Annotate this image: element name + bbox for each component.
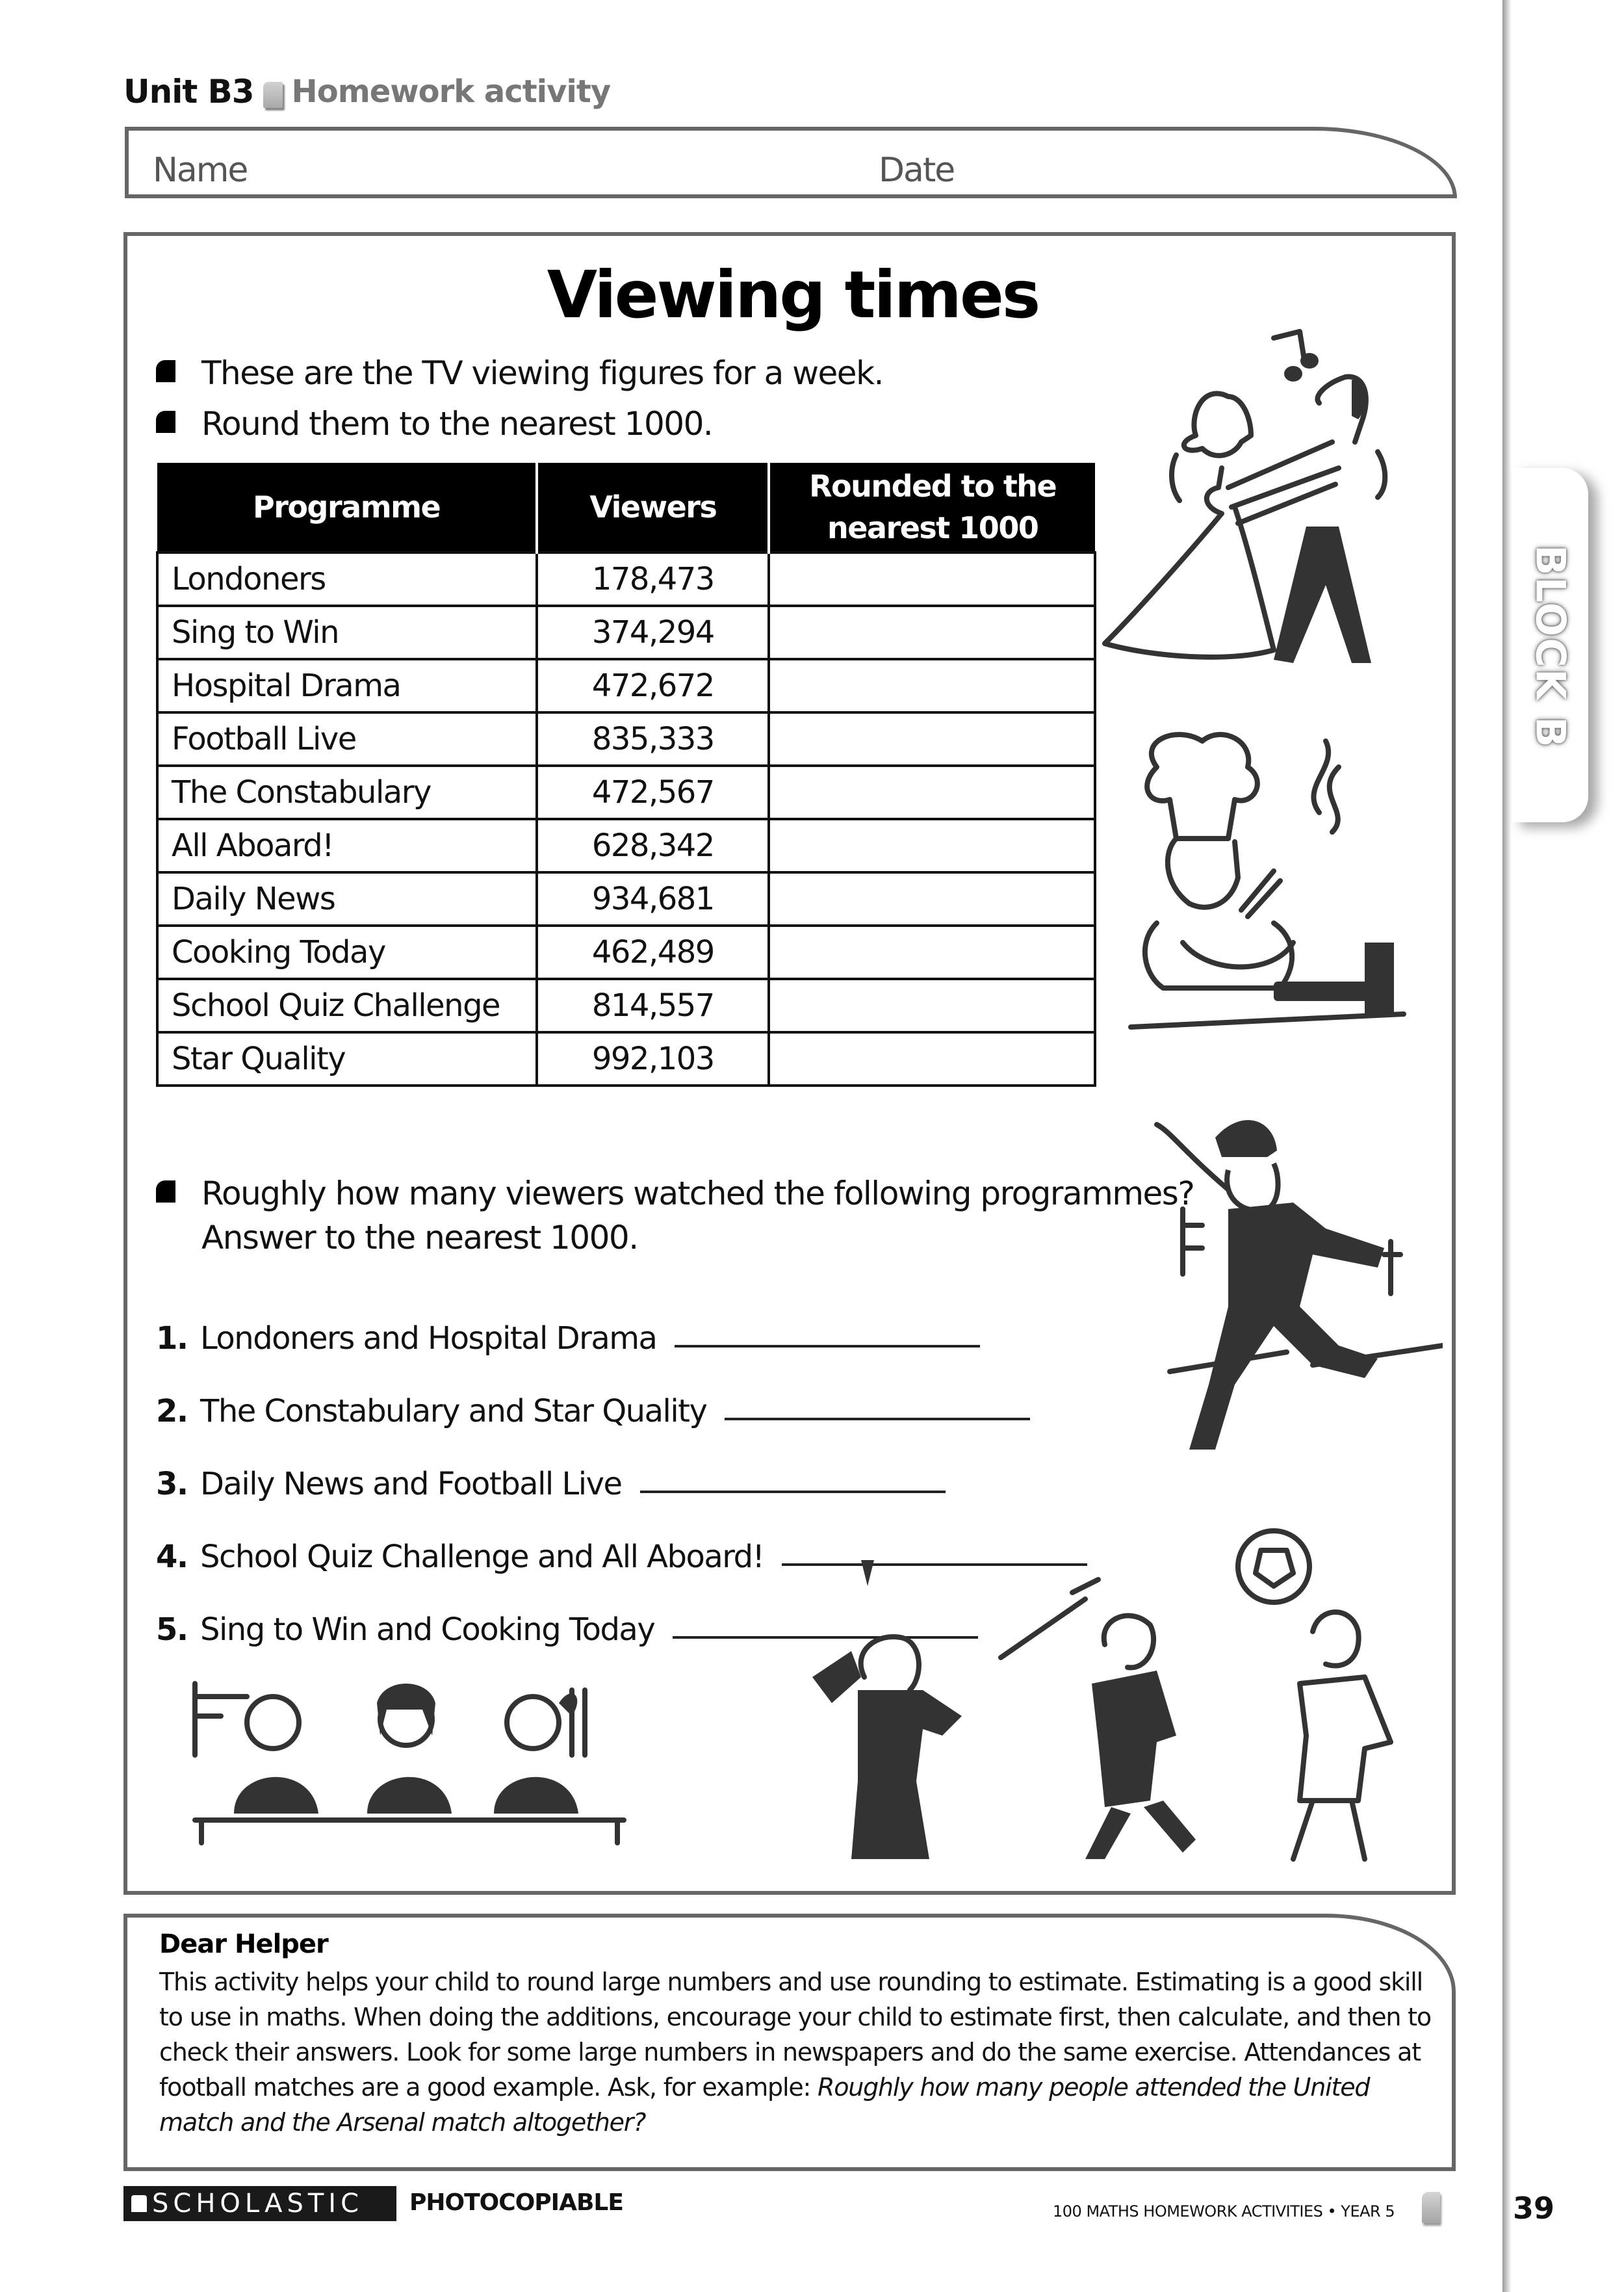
viewers-cell: 462,489	[537, 926, 769, 979]
rounded-answer-cell[interactable]	[769, 553, 1095, 606]
header-viewers: Viewers	[537, 463, 769, 553]
bullet-icon	[156, 1180, 175, 1203]
answer-line[interactable]	[725, 1418, 1030, 1420]
viewers-cell: 374,294	[537, 606, 769, 659]
table-row	[157, 606, 1095, 659]
rounded-answer-cell[interactable]	[769, 872, 1095, 926]
date-field-label[interactable]: Date	[879, 151, 955, 190]
rounded-answer-cell[interactable]	[769, 819, 1095, 872]
name-field-label[interactable]: Name	[153, 151, 248, 190]
question-text: Sing to Win and Cooking Today	[200, 1611, 655, 1648]
programme-cell: Cooking Today	[157, 926, 537, 979]
viewers-cell: 934,681	[537, 872, 769, 926]
rounded-answer-cell[interactable]	[769, 606, 1095, 659]
bullet-icon	[156, 360, 175, 382]
helper-example-question: Roughly how many people attended the United match and the Arsenal match altogether?	[159, 2073, 1370, 2137]
question-text: Londoners and Hospital Drama	[200, 1320, 657, 1357]
rounded-answer-cell[interactable]	[769, 766, 1095, 819]
table-row	[157, 1032, 1095, 1086]
header-rounded: Rounded to the nearest 1000	[769, 463, 1095, 553]
series-title: 100 MATHS HOMEWORK ACTIVITIES • YEAR 5	[1053, 2202, 1395, 2220]
helper-text	[159, 1964, 1433, 2140]
scholastic-logo	[123, 2186, 396, 2221]
intro-text: These are the TV viewing figures for a week.	[201, 354, 883, 392]
question-text: Daily News and Football Live	[200, 1466, 622, 1502]
table-header-row	[157, 463, 1095, 553]
intro-text: Round them to the nearest 1000.	[201, 405, 713, 443]
viewing-figures-table	[156, 463, 1096, 1087]
table-row	[157, 553, 1095, 606]
header-programme: Programme	[157, 463, 537, 553]
programme-cell: Sing to Win	[157, 606, 537, 659]
table-row	[157, 872, 1095, 926]
helper-title: Dear Helper	[159, 1929, 328, 1959]
programme-cell: The Constabulary	[157, 766, 537, 819]
question-number: 3.	[156, 1466, 188, 1502]
rounded-answer-cell[interactable]	[769, 926, 1095, 979]
viewers-cell: 472,672	[537, 659, 769, 712]
intro-bullet	[156, 402, 712, 446]
answer-line[interactable]	[640, 1491, 946, 1493]
book-logo-icon	[131, 2195, 147, 2212]
unit-header	[123, 73, 610, 111]
question-number: 4.	[156, 1539, 188, 1575]
viewers-cell: 814,557	[537, 979, 769, 1032]
viewers-cell: 992,103	[537, 1032, 769, 1086]
answer-line[interactable]	[675, 1345, 980, 1348]
question-prompt-text	[201, 1171, 1194, 1260]
table-row	[157, 766, 1095, 819]
binding-edge	[1502, 0, 1512, 2292]
prompt-line-1: Roughly how many viewers watched the following programmes?	[201, 1175, 1194, 1212]
table-row	[157, 979, 1095, 1032]
table-row	[157, 926, 1095, 979]
book-icon	[1422, 2192, 1440, 2223]
question-text: The Constabulary and Star Quality	[200, 1393, 707, 1429]
question-text: School Quiz Challenge and All Aboard!	[200, 1539, 764, 1575]
question-item	[156, 1429, 1087, 1502]
quiz-panel-illustration	[182, 1664, 637, 1853]
page-margin	[1501, 0, 1624, 2292]
intro-bullet	[156, 351, 883, 395]
publisher-name: SCHOLASTIC	[152, 2189, 363, 2219]
programme-cell: All Aboard!	[157, 819, 537, 872]
viewers-cell: 472,567	[537, 766, 769, 819]
football-players-illustration	[793, 1521, 1443, 1866]
programme-cell: Star Quality	[157, 1032, 537, 1086]
rounded-answer-cell[interactable]	[769, 1032, 1095, 1086]
table-row	[157, 819, 1095, 872]
viewers-cell: 628,342	[537, 819, 769, 872]
programme-cell: Daily News	[157, 872, 537, 926]
photocopiable-label: PHOTOCOPIABLE	[409, 2189, 623, 2216]
police-officer-illustration	[1144, 1112, 1443, 1469]
viewers-cell: 835,333	[537, 712, 769, 766]
programme-cell: Londoners	[157, 553, 537, 606]
page-number: 39	[1513, 2191, 1555, 2226]
question-number: 1.	[156, 1320, 188, 1357]
chef-cooking-illustration	[1118, 728, 1417, 1073]
rounded-answer-cell[interactable]	[769, 979, 1095, 1032]
prompt-line-2: Answer to the nearest 1000.	[201, 1219, 638, 1257]
section-label: Homework activity	[291, 73, 611, 110]
bullet-icon	[156, 411, 175, 433]
block-tab-label: BLOCK B	[1527, 545, 1575, 749]
helper-body: This activity helps your child to round large numbers and use rounding to estimate. Estimating is a good skill to use in maths. When doing the additions, encourage your child to estimate first, then calculate, and then to check their answers. Look for some large numbers in newspapers and do the same exercise. Attendances at football matches are a good example. Ask, for example:	[159, 1968, 1431, 2102]
programme-cell: School Quiz Challenge	[157, 979, 537, 1032]
dancing-couple-illustration	[1098, 312, 1423, 663]
name-date-box	[125, 127, 1457, 198]
question-item	[156, 1284, 1087, 1357]
programme-cell: Football Live	[157, 712, 537, 766]
viewers-cell: 178,473	[537, 553, 769, 606]
table-row	[157, 659, 1095, 712]
question-item	[156, 1357, 1087, 1429]
book-icon	[263, 82, 283, 108]
rounded-answer-cell[interactable]	[769, 712, 1095, 766]
table-row	[157, 712, 1095, 766]
question-number: 5.	[156, 1611, 188, 1648]
page-title: Viewing times	[547, 257, 1039, 333]
unit-label: Unit B3	[123, 73, 254, 111]
question-prompt	[156, 1171, 1194, 1260]
rounded-answer-cell[interactable]	[769, 659, 1095, 712]
programme-cell: Hospital Drama	[157, 659, 537, 712]
question-number: 2.	[156, 1393, 188, 1429]
